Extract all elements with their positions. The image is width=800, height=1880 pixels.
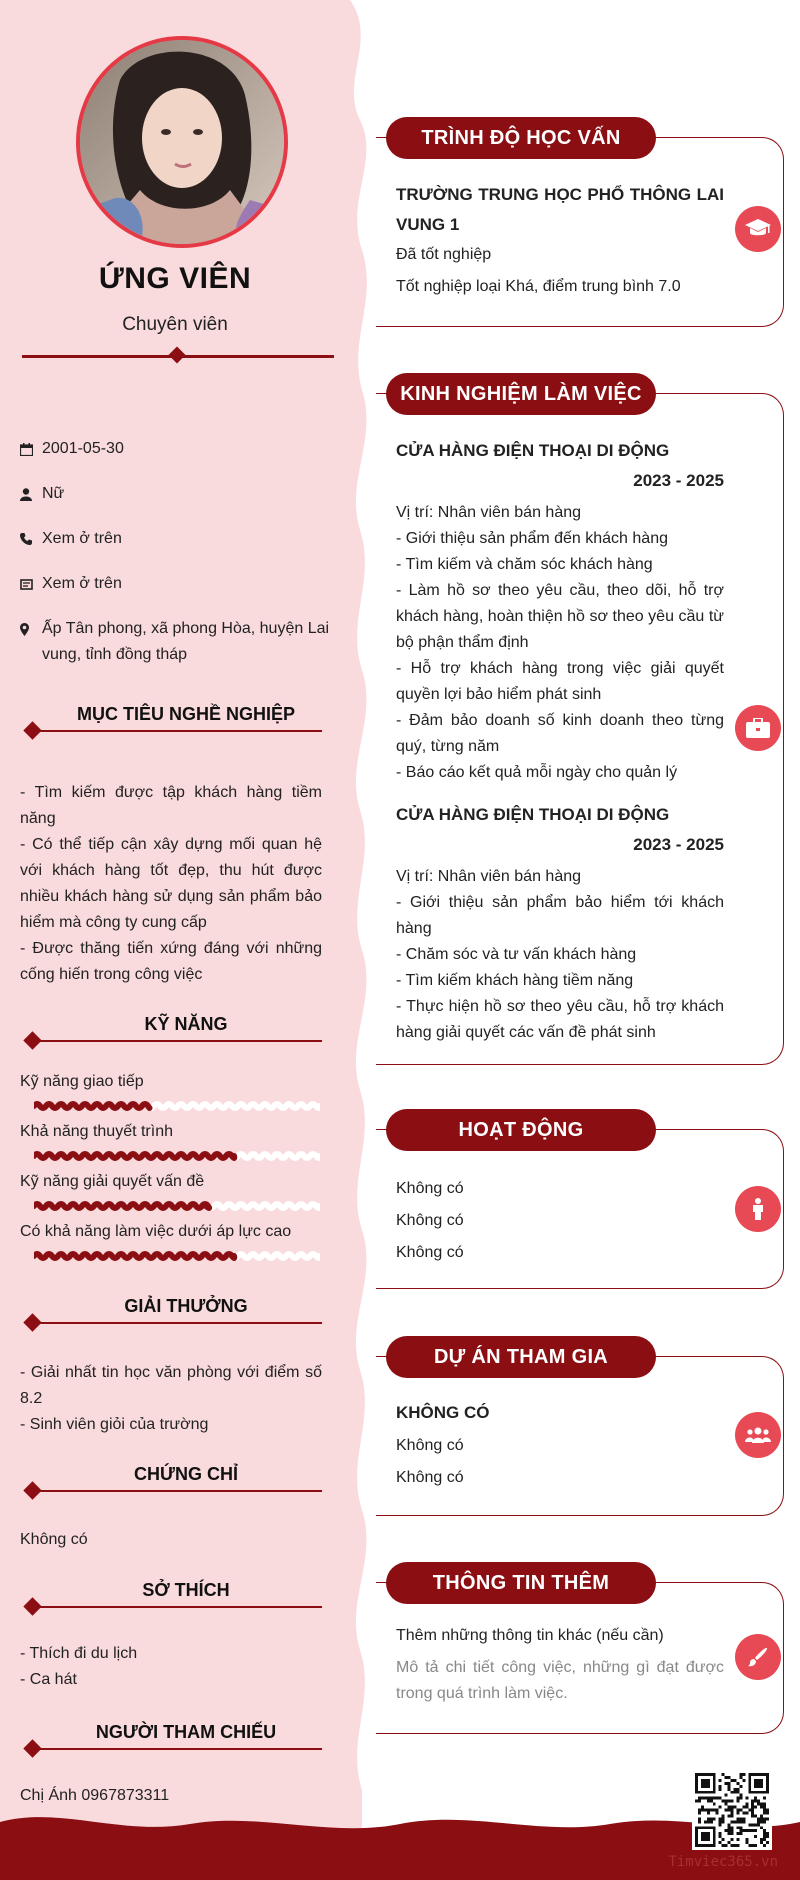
contact-birthday: 2001-05-30 [20,436,330,462]
objective-text: - Tìm kiếm được tập khách hàng tiềm năng - Có thể tiếp cận xây dựng mối quan hệ với khách hàng tốt đẹp, thu hút được nhiều khách hàng sử dụng sản phẩm bảo hiểm mà công ty cung cấp - Được thăng tiến xứng đáng với những cống hiến trong công việc [20,784,322,983]
person-icon [20,481,42,507]
experience-content [396,436,724,1046]
graduation-cap-icon [735,206,781,252]
paintbrush-icon [735,1634,781,1680]
experience-heading: KINH NGHIỆM LÀM VIỆC [386,373,656,415]
activities-heading: HOẠT ĐỘNG [386,1109,656,1151]
contact-gender: Nữ [20,481,330,507]
extra-info-heading: THÔNG TIN THÊM [386,1562,656,1604]
location-icon [20,616,42,642]
references-text: Chị Ánh 0967873311 [20,1787,170,1804]
team-icon [735,1412,781,1458]
school-name: TRƯỜNG TRUNG HỌC PHỔ THÔNG LAI VUNG 1 [396,185,724,234]
contact-address: Ấp Tân phong, xã phong Hòa, huyện Lai vung, tỉnh đồng tháp [20,616,330,668]
skill-bar-fill [34,1204,209,1208]
skill-item: Kỹ năng giải quyết vấn đề [20,1171,322,1216]
calendar-icon [20,436,42,462]
candidate-position: Chuyên viên [122,314,228,335]
activities-content: Không có Không có Không có [396,1180,464,1261]
qr-code [692,1770,772,1850]
candidate-name: ỨNG VIÊN [98,262,252,295]
certificates-text: Không có [20,1531,88,1548]
skill-bar-fill [34,1254,234,1258]
references-heading: NGƯỜI THAM CHIẾU [20,1722,322,1752]
awards-text: - Giải nhất tin học văn phòng với điểm số 8.2 - Sinh viên giỏi của trường [20,1364,322,1433]
skill-bar-fill [34,1104,150,1108]
job-entry: CỬA HÀNG ĐIỆN THOẠI DI ĐỘNG 2023 - 2025 Vị trí: Nhân viên bán hàng - Giới thiệu sản phẩm bảo hiểm tới khách hàng - Chăm sóc và tư vấn khách hàng - Tìm kiếm khách hàng tiềm năng - Thực hiện hồ sơ theo yêu cầu, hỗ trợ khách hàng giải quyết các vấn đề phát sinh [396,805,724,1041]
objective-heading: MỤC TIÊU NGHỀ NGHIỆP [20,704,322,734]
avatar [76,36,288,248]
briefcase-icon [735,705,781,751]
skill-item: Có khả năng làm việc dưới áp lực cao [20,1221,322,1266]
projects-content: KHÔNG CÓ Không có Không có [396,1403,490,1486]
person-activity-icon [735,1186,781,1232]
skill-bar-fill [34,1154,234,1158]
job-entry: CỬA HÀNG ĐIỆN THOẠI DI ĐỘNG 2023 - 2025 Vị trí: Nhân viên bán hàng - Giới thiệu sản phẩm đến khách hàng - Tìm kiếm và chăm sóc khách hàng - Làm hồ sơ theo yêu cầu, theo dõi, hỗ trợ khách hàng, hoàn thiện hồ sơ theo yêu cầu từ bộ phận thẩm định - Hỗ trợ khách hàng trong việc giải quyết quyền lợi bảo hiểm phát sinh - Đảm bảo doanh số kinh doanh theo từng quý, từng năm - Báo cáo kết quả mỗi ngày cho quản lý [396,441,724,781]
skill-item: Khả năng thuyết trình [20,1121,322,1166]
extra-info-placeholder: Mô tả chi tiết công việc, những gì đạt được trong quá trình làm việc. [396,1659,724,1702]
hobbies-text: - Thích đi du lịch - Ca hát [20,1645,138,1688]
contact-phone: Xem ở trên [20,526,330,552]
hobbies-heading: SỞ THÍCH [20,1580,322,1610]
projects-heading: DỰ ÁN THAM GIA [386,1336,656,1378]
skills-heading: KỸ NĂNG [20,1014,322,1044]
skill-item: Kỹ năng giao tiếp [20,1071,322,1116]
extra-info-content: Thêm những thông tin khác (nếu cần) Mô tả chi tiết công việc, những gì đạt được trong quá trình làm việc. [396,1623,724,1707]
phone-icon [20,526,42,552]
name-divider [22,346,334,366]
contact-email: Xem ở trên [20,571,330,597]
education-heading: TRÌNH ĐỘ HỌC VẤN [386,117,656,159]
contact-info [20,436,330,687]
watermark: Timviec365.vn [668,1854,778,1870]
education-content: TRƯỜNG TRUNG HỌC PHỔ THÔNG LAI VUNG 1 Đã tốt nghiệp Tốt nghiệp loại Khá, điểm trung bình 7.0 [396,180,724,300]
certificates-heading: CHỨNG CHỈ [20,1464,322,1494]
awards-heading: GIẢI THƯỞNG [20,1296,322,1326]
email-icon [20,571,42,597]
